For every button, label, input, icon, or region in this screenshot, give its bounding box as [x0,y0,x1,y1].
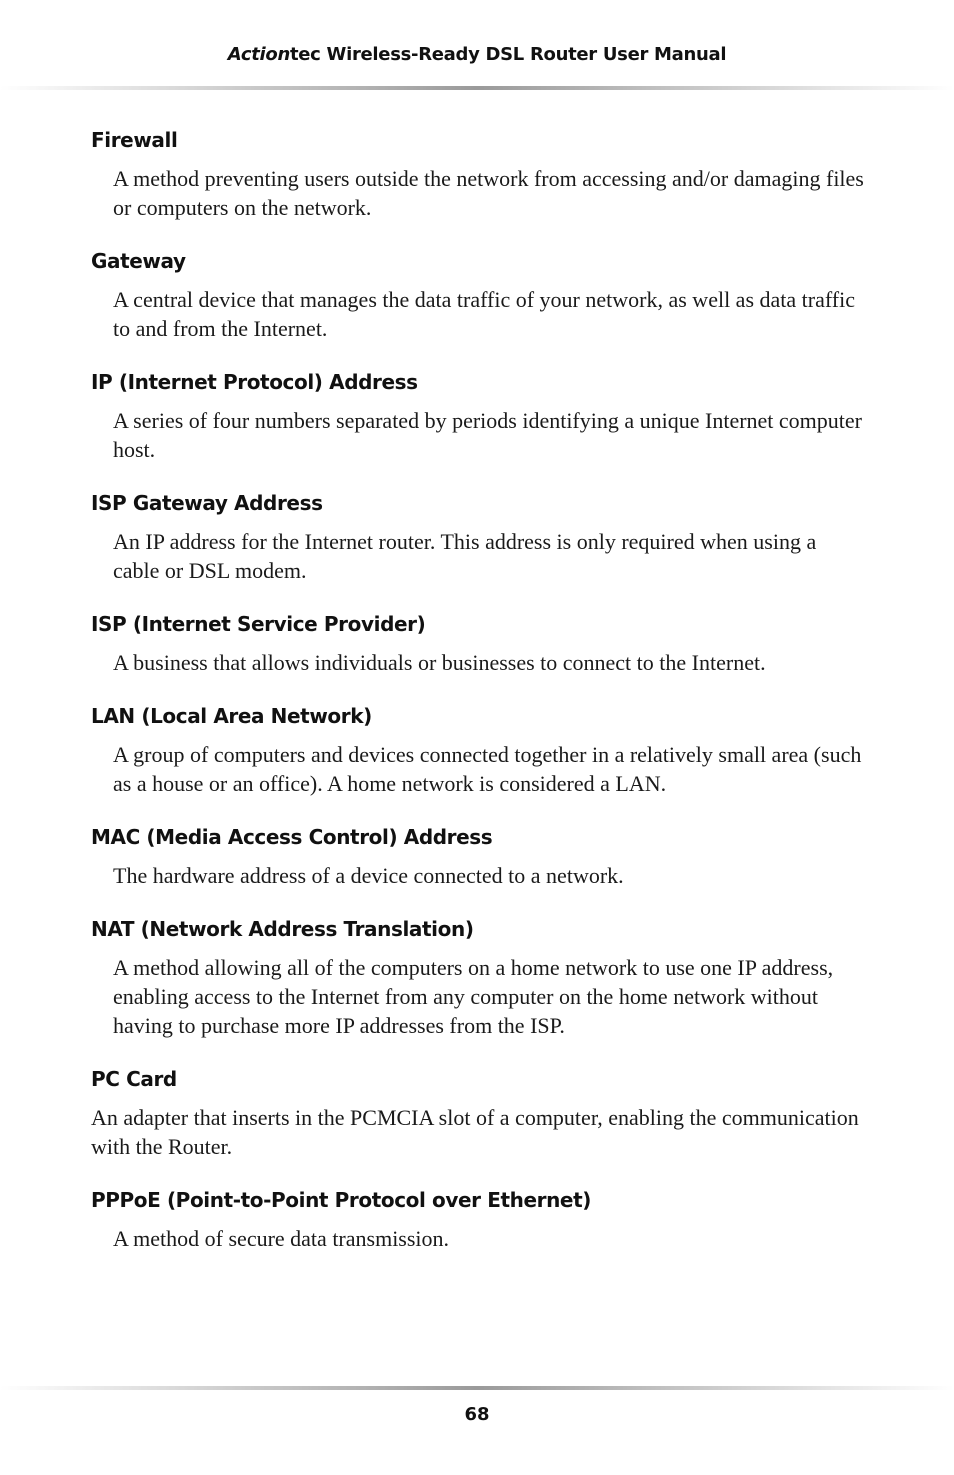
entry-definition: A method allowing all of the computers on a home network to use one IP address, enabling access to the Internet from any computer on the home network without having to purchase more IP addresses from the ISP. [113,955,834,1038]
entry-term: ISP (Internet Service Provider) [91,612,426,636]
entry-term: MAC (Media Access Control) Address [91,825,493,849]
entry-definition: A central device that manages the data traffic of your network, as well as data traffic to and from the Internet. [113,287,855,341]
entry-definition: A method preventing users outside the network from accessing and/or damaging files or computers on the network. [113,166,864,220]
glossary-list [91,126,871,1278]
glossary-entry-gateway [91,247,871,343]
entry-definition: An adapter that inserts in the PCMCIA slot of a computer, enabling the communication with the Router. [91,1105,859,1159]
running-header [0,44,954,65]
entry-definition: An IP address for the Internet router. This address is only required when using a cable or DSL modem. [113,529,817,583]
entry-term: PPPoE (Point-to-Point Protocol over Ethernet) [91,1188,591,1212]
entry-term: NAT (Network Address Translation) [91,917,474,941]
glossary-entry-isp [91,610,871,677]
entry-definition: A method of secure data transmission. [113,1226,450,1251]
entry-definition: The hardware address of a device connected to a network. [113,863,624,888]
header-divider [0,86,954,90]
glossary-entry-nat [91,915,871,1040]
entry-term: Firewall [91,128,178,152]
entry-definition: A business that allows individuals or businesses to connect to the Internet. [113,650,766,675]
page-number: 68 [464,1404,490,1425]
glossary-entry-pppoe [91,1186,871,1253]
entry-term: PC Card [91,1067,177,1091]
glossary-entry-lan [91,702,871,798]
glossary-entry-firewall [91,126,871,222]
entry-term: Gateway [91,249,186,273]
glossary-entry-mac-address [91,823,871,890]
header-brand: Action [227,44,290,65]
glossary-entry-pc-card [91,1065,871,1161]
entry-definition: A group of computers and devices connected together in a relatively small area (such as a house or an office). A home network is considered a LAN. [113,742,862,796]
header-title: tec Wireless-Ready DSL Router User Manual [289,44,727,65]
entry-definition: A series of four numbers separated by periods identifying a unique Internet computer host. [113,408,862,462]
entry-term: IP (Internet Protocol) Address [91,370,418,394]
glossary-entry-isp-gateway-address [91,489,871,585]
entry-term: ISP Gateway Address [91,491,323,515]
footer-divider [0,1386,954,1390]
glossary-entry-ip-address [91,368,871,464]
entry-term: LAN (Local Area Network) [91,704,372,728]
